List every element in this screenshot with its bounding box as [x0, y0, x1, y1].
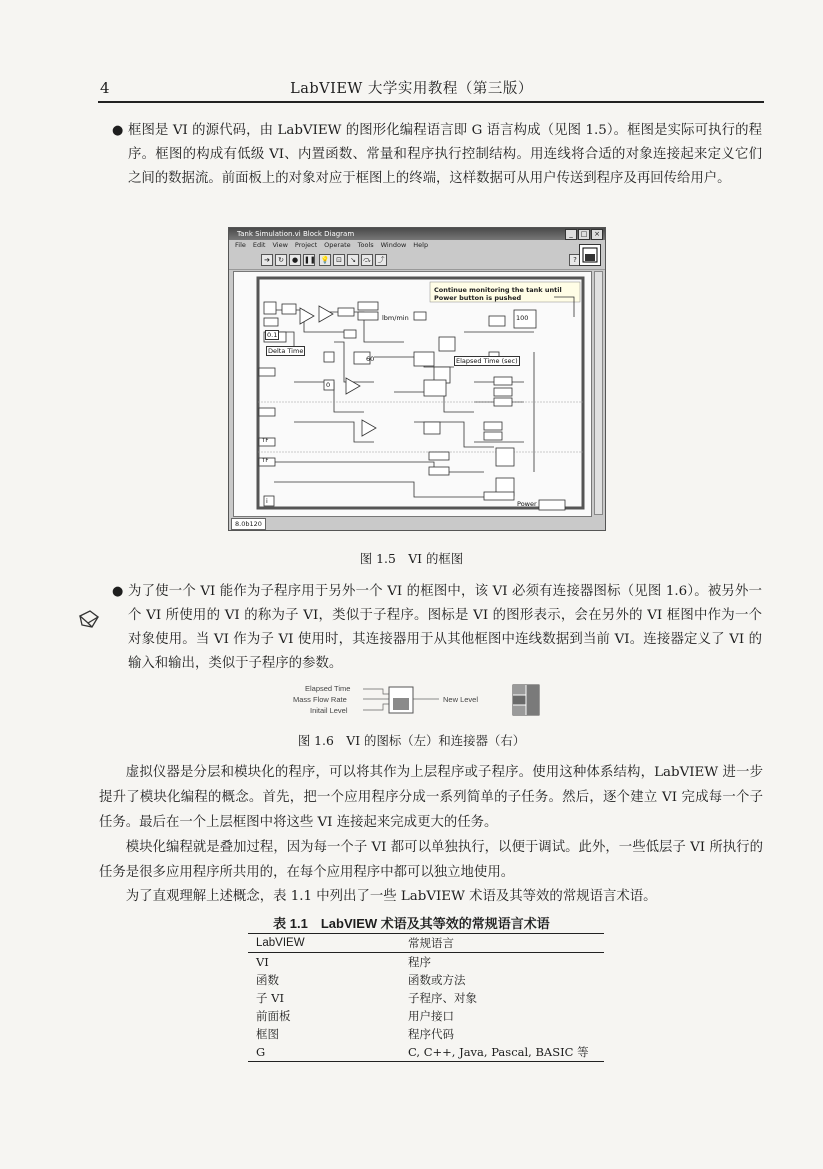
menu-bar — [229, 240, 605, 251]
paragraph-table-intro: 为了直观理解上述概念，表 1.1 中列出了一些 LabVIEW 术语及其等效的常规语言术语。 — [125, 889, 657, 904]
pause-icon[interactable]: ❚❚ — [304, 256, 316, 264]
input-initial-level: Initail Level — [310, 706, 348, 715]
close-icon[interactable]: × — [591, 229, 603, 240]
status-bar — [231, 518, 603, 528]
figure-1-5-caption: 图 1.5 VI 的框图 — [359, 551, 464, 566]
vertical-scrollbar[interactable] — [594, 271, 603, 515]
menu-window[interactable]: Window — [380, 241, 407, 249]
bullet-dot: ● — [112, 584, 124, 599]
paragraph-modular: 模块化编程就是叠加过程，因为每一个子 VI 都可以单独执行，以便于调试。此外，一些低层子 VI 所执行的任务是很多应用程序所共用的，在每个应用程序中都可以独立地使用。 — [99, 840, 763, 880]
retain-wire-values-icon[interactable]: ⊡ — [333, 254, 345, 266]
header-rule — [98, 101, 764, 103]
table-cell: 子 VI — [256, 991, 285, 1005]
bullet-text: 框图是 VI 的源代码，由 LabVIEW 的图形化编程语言即 G 语言构成（见图 1.5）。框图是实际可执行的程序。框图的构成有低级 VI、内置函数、常量和程序执行控制结构。用连线将合适的对象连接起来定义它们之间的数据流。前面板上的对象对应于框图上的终端，这样数据可从用户传送到程序及再回传给用户。 — [128, 123, 762, 186]
minimize-icon[interactable]: _ — [565, 229, 577, 240]
table-cell: 函数或方法 — [408, 973, 466, 987]
column-header: LabVIEW — [248, 934, 400, 953]
table-cell: 前面板 — [256, 1009, 291, 1023]
run-arrow-icon[interactable]: ➔ — [261, 254, 273, 266]
column-header: 常规语言 — [400, 934, 604, 953]
highlight-execution-icon[interactable]: 💡 — [320, 256, 330, 264]
table-cell: 程序代码 — [408, 1027, 454, 1041]
step-into-icon[interactable]: ↘ — [347, 254, 359, 266]
menu-help[interactable]: Help — [413, 241, 429, 249]
table-cell: 框图 — [256, 1027, 279, 1041]
table-cell: 用户接口 — [408, 1009, 454, 1023]
run-continuously-icon[interactable]: ↻ — [275, 254, 287, 266]
vi-icon[interactable] — [579, 244, 601, 266]
table-row — [248, 989, 604, 1007]
input-elapsed-time: Elapsed Time — [305, 684, 351, 693]
table-row — [248, 1007, 604, 1025]
running-header-title: LabVIEW 大学实用教程（第三版） — [290, 81, 533, 97]
table-cell: 子程序、对象 — [408, 991, 477, 1005]
constant-0-1: 0.1 — [267, 331, 278, 339]
bullet-item-subvi — [112, 580, 762, 676]
table-row — [248, 1043, 604, 1062]
constant-100: 100 — [516, 314, 529, 322]
label-tf-1: TF — [262, 438, 269, 444]
loop-iteration-terminal: i — [266, 497, 268, 505]
label-power: Power — [517, 500, 537, 508]
bullet-text: 为了使一个 VI 能作为子程序用于另外一个 VI 的框图中，该 VI 必须有连接器图标（见图 1.6）。被另外一个 VI 所使用的 VI 的称为子 VI，类似于子程序。图标是 VI 的图形表示，会在另外的 VI 框图中作为一个对象使用。当 VI 作为子 VI 使用时，其连接器用于从其他框图中连线数据到当前 VI。连接器定义了 VI 的输入和输出，类似于子程序的参数。 — [128, 584, 762, 671]
label-lbm-min: lbm/min — [382, 314, 409, 322]
menu-operate[interactable]: Operate — [324, 241, 351, 249]
table-cell: G — [248, 1043, 400, 1062]
toolbar — [229, 251, 605, 270]
maximize-icon[interactable]: □ — [578, 229, 590, 240]
constant-60: 60 — [366, 355, 375, 363]
menu-edit[interactable]: Edit — [252, 241, 266, 249]
window-title: Tank Simulation.vi Block Diagram — [237, 230, 355, 238]
table-cell: 程序 — [408, 955, 431, 969]
table-row — [248, 1025, 604, 1043]
table-1-1-title: 表 1.1 LabVIEW 术语及其等效的常规语言术语 — [273, 916, 550, 931]
label-delta-time: Delta Time — [268, 347, 304, 355]
page-number: 4 — [100, 79, 110, 97]
window-titlebar — [229, 228, 605, 240]
terminology-table — [248, 933, 604, 1062]
table-row — [248, 953, 604, 972]
input-mass-flow-rate: Mass Flow Rate — [293, 695, 347, 704]
paragraph-hierarchy: 虚拟仪器是分层和模块化的程序，可以将其作为上层程序或子程序。使用这种体系结构，LabVIEW 进一步提升了模块化编程的概念。首先，把一个应用程序分成一系列简单的子任务。然后，逐个建立 VI 完成每一个子任务。最后在一个上层框图中将这些 VI 连接起来完成更大的任务。 — [99, 765, 763, 830]
constant-0: 0 — [326, 381, 331, 389]
step-over-icon[interactable]: ⤼ — [361, 254, 373, 266]
help-icon[interactable]: ? — [569, 254, 581, 266]
margin-note-icon — [78, 608, 100, 630]
table-cell: VI — [256, 955, 269, 969]
output-new-level: New Level — [443, 695, 479, 704]
figure-1-6-icon-connector — [293, 684, 553, 720]
table-cell: 函数 — [256, 973, 279, 987]
table-cell: C, C++, Java, Pascal, BASIC 等 — [400, 1043, 604, 1062]
block-diagram-canvas — [233, 271, 592, 517]
bullet-dot: ● — [112, 123, 124, 138]
figure-1-6-caption: 图 1.6 VI 的图标（左）和连接器（右） — [297, 733, 526, 748]
menu-project[interactable]: Project — [294, 241, 318, 249]
menu-tools[interactable]: Tools — [357, 241, 374, 249]
table-header-row — [248, 934, 604, 953]
zoom-readout: 8.0b120 — [231, 518, 266, 530]
abort-icon[interactable]: ● — [289, 254, 301, 266]
bullet-item-block-diagram — [112, 119, 762, 191]
menu-file[interactable]: File — [235, 241, 246, 249]
label-tf-2: TF — [262, 458, 269, 464]
label-elapsed-time: Elapsed Time (sec) — [456, 357, 518, 365]
menu-view[interactable]: View — [272, 241, 288, 249]
diagram-comment: Continue monitoring the tank until Power button is pushed — [434, 286, 562, 302]
step-out-icon[interactable]: ⤴ — [375, 254, 387, 266]
labview-block-diagram-window — [228, 227, 606, 531]
table-row — [248, 971, 604, 989]
